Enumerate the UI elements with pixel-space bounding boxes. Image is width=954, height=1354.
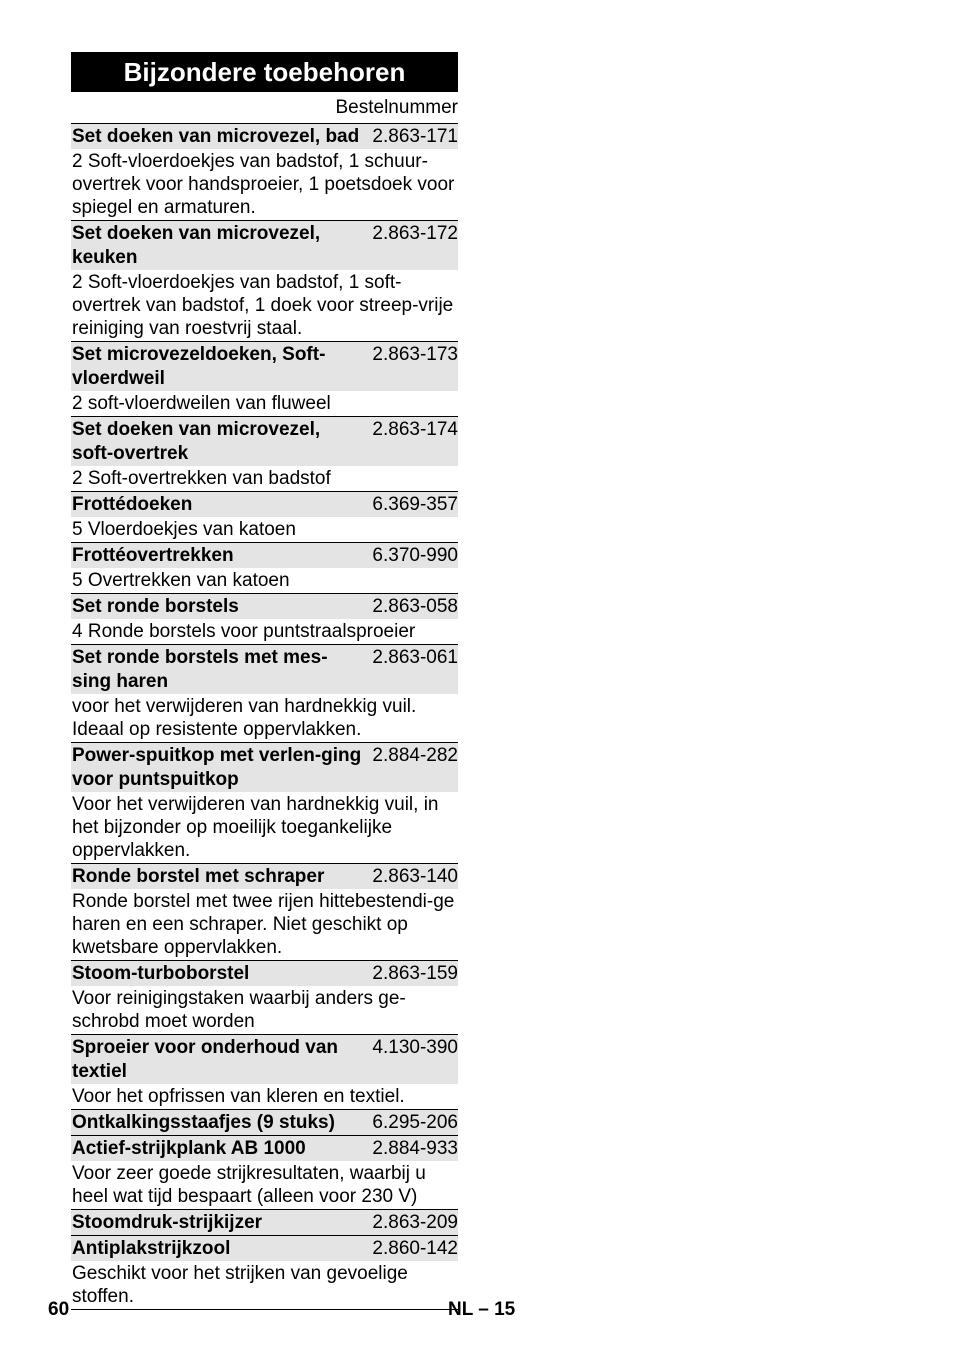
list-item [71, 417, 458, 492]
item-header [71, 1136, 458, 1161]
list-item [71, 864, 458, 961]
item-header [71, 1236, 458, 1261]
list-item [71, 645, 458, 743]
accessories-column [71, 52, 458, 1310]
item-header [71, 1035, 458, 1084]
item-order-number: 2.863-172 [372, 223, 458, 244]
item-order-number: 2.863-171 [372, 126, 458, 147]
item-header [71, 124, 458, 149]
page-title: Bijzondere toebehoren [71, 52, 458, 92]
list-item [71, 342, 458, 417]
item-description: 4 Ronde borstels voor puntstraalsproeier [72, 621, 416, 642]
item-header [71, 492, 458, 517]
item-order-number: 2.863-061 [372, 647, 458, 668]
list-item [71, 221, 458, 342]
item-header [71, 743, 458, 792]
item-header [71, 417, 458, 466]
list-item [71, 543, 458, 594]
item-name: Set doeken van microvezel, bad [72, 126, 360, 147]
item-order-number: 2.884-933 [372, 1138, 458, 1159]
item-order-number: 2.863-174 [372, 419, 458, 440]
item-header [71, 1210, 458, 1235]
item-header [71, 864, 458, 889]
list-item [71, 492, 458, 543]
item-header [71, 221, 458, 270]
item-name: Set doeken van microvezel, soft-overtrek [72, 419, 321, 464]
accessory-list [71, 124, 458, 1310]
item-description: 2 Soft-vloerdoekjes van badstof, 1 soft-overtrek van badstof, 1 doek voor streep-vrije reiniging van roestvrij staal. [72, 272, 454, 339]
list-item [71, 961, 458, 1035]
item-header [71, 594, 458, 619]
item-name: Frottédoeken [72, 494, 193, 515]
item-description: 2 soft-vloerdweilen van fluweel [72, 393, 331, 414]
item-description: 2 Soft-vloerdoekjes van badstof, 1 schuur-overtrek voor handsproeier, 1 poetsdoek voor spiegel en armaturen. [72, 151, 455, 218]
item-name: Power-spuitkop met verlen-ging voor puntspuitkop [72, 745, 362, 790]
item-order-number: 2.863-058 [372, 596, 458, 617]
item-order-number: 2.863-159 [372, 963, 458, 984]
item-description: voor het verwijderen van hardnekkig vuil. Ideaal op resistente oppervlakken. [72, 696, 417, 740]
item-description: Voor het opfrissen van kleren en textiel. [72, 1086, 405, 1107]
item-name: Frottéovertrekken [72, 545, 234, 566]
item-order-number: 2.860-142 [372, 1238, 458, 1259]
item-header [71, 1110, 458, 1135]
item-description: Geschikt voor het strijken van gevoelige stoffen. [72, 1263, 408, 1307]
item-description: Voor reinigingstaken waarbij anders ge-schrobd moet worden [72, 988, 406, 1032]
item-order-number: 2.884-282 [372, 745, 458, 766]
item-name: Ronde borstel met schraper [72, 866, 325, 887]
item-name: Set ronde borstels met mes-sing haren [72, 647, 328, 692]
item-name: Set ronde borstels [72, 596, 239, 617]
item-name: Stoom-turboborstel [72, 963, 250, 984]
item-order-number: 2.863-173 [372, 344, 458, 365]
item-header [71, 961, 458, 986]
item-order-number: 2.863-140 [372, 866, 458, 887]
list-item [71, 1210, 458, 1236]
item-order-number: 6.369-357 [372, 494, 458, 515]
item-header [71, 645, 458, 694]
item-name: Stoomdruk-strijkijzer [72, 1212, 263, 1233]
list-item [71, 1236, 458, 1310]
list-item [71, 1136, 458, 1210]
item-name: Actief-strijkplank AB 1000 [72, 1138, 306, 1159]
order-number-header: Bestelnummer [71, 92, 458, 124]
item-description: Voor het verwijderen van hardnekkig vuil, in het bijzonder op moeilijk toegankelijke oppervlakken. [72, 794, 439, 861]
item-description: 2 Soft-overtrekken van badstof [72, 468, 331, 489]
item-order-number: 6.370-990 [372, 545, 458, 566]
item-order-number: 4.130-390 [372, 1037, 458, 1058]
item-name: Sproeier voor onderhoud van textiel [72, 1037, 339, 1082]
item-name: Set microvezeldoeken, Soft-vloerdweil [72, 344, 326, 389]
list-item [71, 1110, 458, 1136]
item-description: Voor zeer goede strijkresultaten, waarbij u heel wat tijd bespaart (alleen voor 230 V) [72, 1163, 426, 1207]
item-header [71, 342, 458, 391]
item-header [71, 543, 458, 568]
item-order-number: 6.295-206 [372, 1112, 458, 1133]
item-name: Antiplakstrijkzool [72, 1238, 231, 1259]
list-item [71, 1035, 458, 1110]
section-label: NL – 15 [448, 1299, 516, 1320]
list-item [71, 743, 458, 864]
item-order-number: 2.863-209 [372, 1212, 458, 1233]
list-item [71, 594, 458, 645]
page-number: 60 [48, 1299, 70, 1320]
item-description: Ronde borstel met twee rijen hittebestendi-ge haren en een schraper. Niet geschikt op kwetsbare oppervlakken. [72, 891, 455, 958]
list-item [71, 124, 458, 221]
item-description: 5 Vloerdoekjes van katoen [72, 519, 296, 540]
item-description: 5 Overtrekken van katoen [72, 570, 290, 591]
item-name: Ontkalkingsstaafjes (9 stuks) [72, 1112, 335, 1133]
item-name: Set doeken van microvezel, keuken [72, 223, 321, 268]
